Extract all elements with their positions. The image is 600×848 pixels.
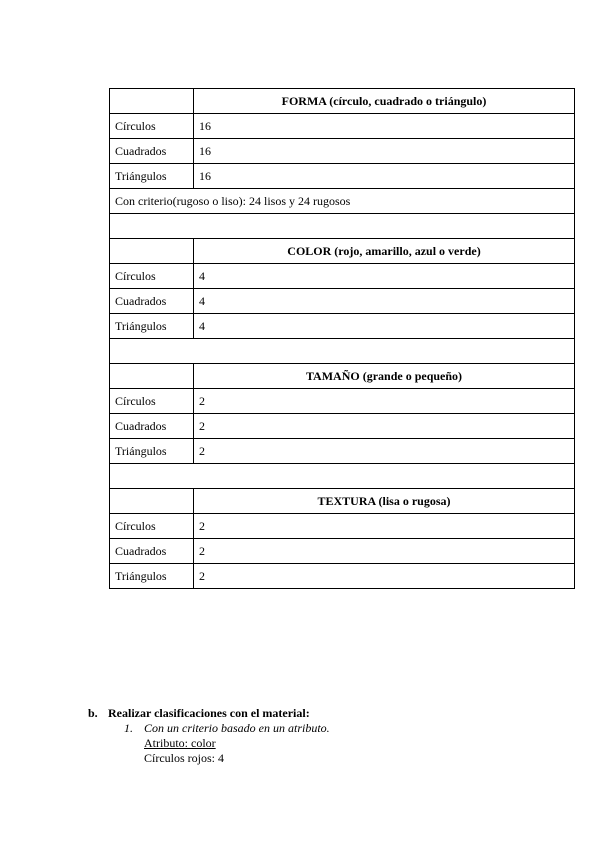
- section-b: [88, 706, 330, 766]
- criterio-note: Con criterio(rugoso o liso): 24 lisos y 24 rugosos: [110, 189, 575, 214]
- table-row: [110, 139, 575, 164]
- table-row: [110, 539, 575, 564]
- row-label: Círculos: [110, 114, 194, 139]
- row-value: 2: [194, 539, 575, 564]
- empty-cell: [110, 339, 575, 364]
- spacer-row: [110, 464, 575, 489]
- table-row: [110, 414, 575, 439]
- color-header: COLOR (rojo, amarillo, azul o verde): [194, 239, 575, 264]
- row-value: 2: [194, 414, 575, 439]
- table-row: [110, 289, 575, 314]
- table-row: [110, 314, 575, 339]
- table-row: [110, 564, 575, 589]
- row-label: Círculos: [110, 389, 194, 414]
- result-text: Círculos rojos: 4: [144, 751, 224, 765]
- empty-cell: [110, 364, 194, 389]
- row-value: 4: [194, 264, 575, 289]
- row-value: 16: [194, 114, 575, 139]
- table-row: [110, 89, 575, 114]
- row-label: Círculos: [110, 514, 194, 539]
- classification-table: [109, 88, 575, 589]
- row-label: Cuadrados: [110, 139, 194, 164]
- row-value: 2: [194, 564, 575, 589]
- item-number: 1.: [124, 721, 133, 735]
- row-value: 16: [194, 139, 575, 164]
- table-row: [110, 364, 575, 389]
- textura-header: TEXTURA (lisa o rugosa): [194, 489, 575, 514]
- tamano-header: TAMAÑO (grande o pequeño): [194, 364, 575, 389]
- empty-cell: [110, 464, 575, 489]
- empty-cell: [110, 214, 575, 239]
- empty-cell: [110, 489, 194, 514]
- row-value: 2: [194, 514, 575, 539]
- row-label: Círculos: [110, 264, 194, 289]
- row-label: Cuadrados: [110, 414, 194, 439]
- attribute-label: Atributo: color: [144, 736, 216, 750]
- table-row: [110, 439, 575, 464]
- table-row: [110, 239, 575, 264]
- section-title-text: Realizar clasificaciones con el material:: [108, 706, 310, 720]
- table-row: [110, 264, 575, 289]
- table-row: [110, 489, 575, 514]
- section-b-title: [88, 706, 330, 721]
- table-row: [110, 189, 575, 214]
- row-value: 4: [194, 289, 575, 314]
- row-label: Cuadrados: [110, 539, 194, 564]
- row-label: Triángulos: [110, 314, 194, 339]
- row-value: 16: [194, 164, 575, 189]
- forma-header: FORMA (círculo, cuadrado o triángulo): [194, 89, 575, 114]
- row-value: 4: [194, 314, 575, 339]
- empty-cell: [110, 239, 194, 264]
- row-value: 2: [194, 439, 575, 464]
- empty-cell: [110, 89, 194, 114]
- spacer-row: [110, 214, 575, 239]
- table-row: [110, 114, 575, 139]
- row-label: Triángulos: [110, 564, 194, 589]
- spacer-row: [110, 339, 575, 364]
- table-row: [110, 514, 575, 539]
- item-text: Con un criterio basado en un atributo.: [144, 721, 330, 735]
- row-label: Cuadrados: [110, 289, 194, 314]
- table-row: [110, 164, 575, 189]
- row-label: Triángulos: [110, 164, 194, 189]
- table-row: [110, 389, 575, 414]
- list-item: [124, 721, 330, 736]
- section-letter: b.: [88, 706, 98, 720]
- row-label: Triángulos: [110, 439, 194, 464]
- row-value: 2: [194, 389, 575, 414]
